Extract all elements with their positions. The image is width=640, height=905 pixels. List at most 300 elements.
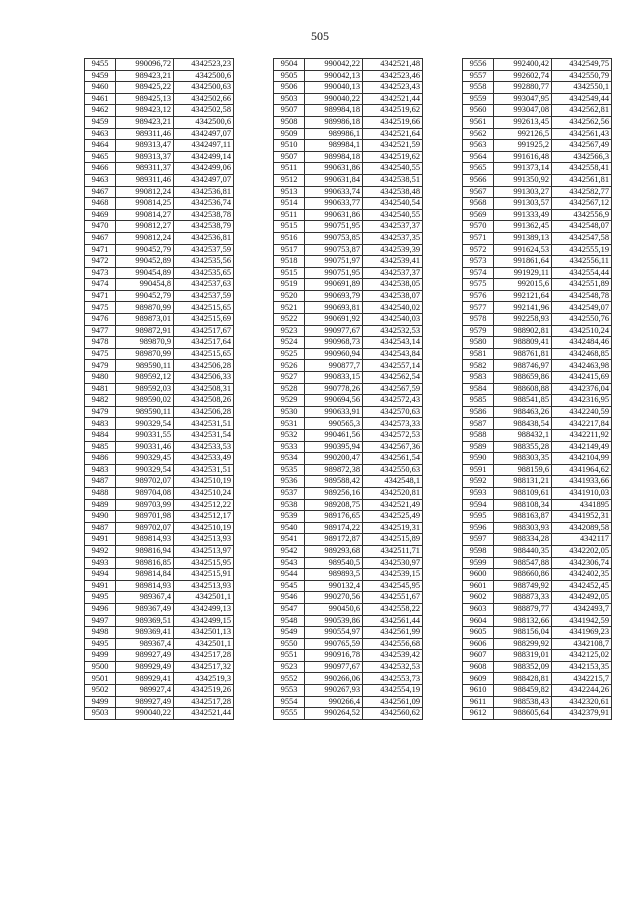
x-coordinate-cell: 989814,93	[116, 534, 174, 546]
y-coordinate-cell: 4342556,9	[552, 209, 612, 221]
point-id-cell: 9465	[85, 151, 116, 163]
y-coordinate-cell: 4342525,49	[363, 511, 423, 523]
table-row	[85, 603, 234, 615]
y-coordinate-cell: 4342501,13	[174, 627, 234, 639]
y-coordinate-cell: 4342517,67	[174, 325, 234, 337]
y-coordinate-cell: 4342515,69	[174, 314, 234, 326]
point-id-cell: 9568	[463, 198, 494, 210]
point-id-cell: 9497	[85, 615, 116, 627]
y-coordinate-cell: 4341895	[552, 499, 612, 511]
point-id-cell: 9482	[85, 395, 116, 407]
point-id-cell: 9519	[274, 279, 305, 291]
y-coordinate-cell: 4342320,61	[552, 696, 612, 708]
y-coordinate-cell: 4342468,85	[552, 348, 612, 360]
x-coordinate-cell: 990040,22	[116, 708, 174, 720]
x-coordinate-cell: 991303,27	[494, 186, 552, 198]
x-coordinate-cell: 989704,08	[116, 487, 174, 499]
point-id-cell: 9579	[463, 325, 494, 337]
x-coordinate-cell: 989313,47	[116, 140, 174, 152]
point-id-cell: 9588	[463, 430, 494, 442]
y-coordinate-cell: 4342149,49	[552, 441, 612, 453]
x-coordinate-cell: 991389,13	[494, 232, 552, 244]
table-row	[274, 464, 423, 476]
y-coordinate-cell: 4341964,62	[552, 464, 612, 476]
y-coordinate-cell: 4342108,7	[552, 638, 612, 650]
x-coordinate-cell: 989592,03	[116, 383, 174, 395]
table-row	[463, 650, 612, 662]
table-row	[85, 661, 234, 673]
x-coordinate-cell: 990814,25	[116, 198, 174, 210]
table-row	[274, 116, 423, 128]
y-coordinate-cell: 4342538,79	[174, 221, 234, 233]
y-coordinate-cell: 4342539,15	[363, 569, 423, 581]
point-id-cell: 9532	[274, 430, 305, 442]
point-id-cell: 9491	[85, 534, 116, 546]
point-id-cell: 9556	[463, 59, 494, 71]
table-row	[274, 186, 423, 198]
table-row	[85, 418, 234, 430]
y-coordinate-cell: 4342501,1	[174, 592, 234, 604]
x-coordinate-cell: 989313,37	[116, 151, 174, 163]
x-coordinate-cell: 992141,96	[494, 302, 552, 314]
y-coordinate-cell: 4341910,03	[552, 487, 612, 499]
y-coordinate-cell: 4342562,56	[552, 116, 612, 128]
y-coordinate-cell: 4342517,64	[174, 337, 234, 349]
x-coordinate-cell: 989423,21	[116, 116, 174, 128]
y-coordinate-cell: 4342561,09	[363, 696, 423, 708]
x-coordinate-cell: 990631,84	[305, 174, 363, 186]
table-row	[274, 174, 423, 186]
y-coordinate-cell: 4342540,02	[363, 302, 423, 314]
y-coordinate-cell: 4342572,43	[363, 395, 423, 407]
point-id-cell: 9475	[85, 302, 116, 314]
point-id-cell: 9467	[85, 232, 116, 244]
x-coordinate-cell: 989814,93	[116, 580, 174, 592]
y-coordinate-cell: 4342515,91	[174, 569, 234, 581]
x-coordinate-cell: 990751,95	[305, 267, 363, 279]
x-coordinate-cell: 990331,46	[116, 441, 174, 453]
point-id-cell: 9513	[274, 186, 305, 198]
point-id-cell: 9518	[274, 256, 305, 268]
point-id-cell: 9540	[274, 522, 305, 534]
x-coordinate-cell: 989929,41	[116, 673, 174, 685]
point-id-cell: 9549	[274, 627, 305, 639]
point-id-cell: 9515	[274, 267, 305, 279]
y-coordinate-cell: 4342553,73	[363, 673, 423, 685]
point-id-cell: 9523	[274, 661, 305, 673]
y-coordinate-cell: 4342543,84	[363, 348, 423, 360]
y-coordinate-cell: 4342215,7	[552, 673, 612, 685]
point-id-cell: 9507	[274, 151, 305, 163]
point-id-cell: 9610	[463, 685, 494, 697]
point-id-cell: 9594	[463, 499, 494, 511]
x-coordinate-cell: 991861,64	[494, 256, 552, 268]
y-coordinate-cell: 4342513,97	[174, 545, 234, 557]
table-row	[274, 232, 423, 244]
point-id-cell: 9544	[274, 569, 305, 581]
y-coordinate-cell: 4342566,3	[552, 151, 612, 163]
y-coordinate-cell: 4342513,93	[174, 534, 234, 546]
point-id-cell: 9471	[85, 244, 116, 256]
x-coordinate-cell: 990096,72	[116, 59, 174, 71]
table-row	[274, 476, 423, 488]
point-id-cell: 9499	[85, 650, 116, 662]
table-row	[85, 372, 234, 384]
point-id-cell: 9611	[463, 696, 494, 708]
y-coordinate-cell: 4342549,07	[552, 302, 612, 314]
x-coordinate-cell: 988459,82	[494, 685, 552, 697]
x-coordinate-cell: 988131,21	[494, 476, 552, 488]
table-row	[463, 360, 612, 372]
y-coordinate-cell: 4342117	[552, 534, 612, 546]
y-coordinate-cell: 4342523,43	[363, 82, 423, 94]
x-coordinate-cell: 991333,49	[494, 209, 552, 221]
x-coordinate-cell: 988440,35	[494, 545, 552, 557]
table-row	[85, 93, 234, 105]
point-id-cell: 9605	[463, 627, 494, 639]
x-coordinate-cell: 989423,21	[116, 70, 174, 82]
table-row	[85, 244, 234, 256]
point-id-cell: 9511	[274, 163, 305, 175]
x-coordinate-cell: 989816,94	[116, 545, 174, 557]
x-coordinate-cell: 990264,52	[305, 708, 363, 720]
x-coordinate-cell: 989256,16	[305, 487, 363, 499]
point-id-cell: 9601	[463, 580, 494, 592]
x-coordinate-cell: 990751,95	[305, 221, 363, 233]
y-coordinate-cell: 4342521,64	[363, 128, 423, 140]
table-row	[274, 430, 423, 442]
table-row	[85, 82, 234, 94]
table-row	[274, 395, 423, 407]
y-coordinate-cell: 4342376,04	[552, 383, 612, 395]
x-coordinate-cell: 989814,84	[116, 569, 174, 581]
table-row	[274, 279, 423, 291]
y-coordinate-cell: 4342217,84	[552, 418, 612, 430]
y-coordinate-cell: 4342540,55	[363, 163, 423, 175]
table-row	[463, 337, 612, 349]
x-coordinate-cell: 990040,22	[305, 93, 363, 105]
x-coordinate-cell: 988303,35	[494, 453, 552, 465]
point-id-cell: 9596	[463, 522, 494, 534]
point-id-cell: 9536	[274, 476, 305, 488]
y-coordinate-cell: 4342556,11	[552, 256, 612, 268]
x-coordinate-cell: 990753,85	[305, 232, 363, 244]
y-coordinate-cell: 4342506,33	[174, 372, 234, 384]
table-row	[274, 406, 423, 418]
y-coordinate-cell: 4342537,59	[174, 244, 234, 256]
y-coordinate-cell: 4342497,11	[174, 140, 234, 152]
y-coordinate-cell: 4342537,37	[363, 221, 423, 233]
x-coordinate-cell: 989208,75	[305, 499, 363, 511]
y-coordinate-cell: 4342540,54	[363, 198, 423, 210]
point-id-cell: 9585	[463, 395, 494, 407]
table-row	[85, 499, 234, 511]
table-row	[85, 59, 234, 71]
y-coordinate-cell: 4342519,3	[174, 673, 234, 685]
point-id-cell: 9609	[463, 673, 494, 685]
table-row	[274, 418, 423, 430]
point-id-cell: 9487	[85, 522, 116, 534]
y-coordinate-cell: 4342540,55	[363, 209, 423, 221]
table-row	[85, 673, 234, 685]
point-id-cell: 9503	[85, 708, 116, 720]
table-row	[463, 128, 612, 140]
x-coordinate-cell: 990539,86	[305, 615, 363, 627]
x-coordinate-cell: 989984,18	[305, 105, 363, 117]
x-coordinate-cell: 988463,26	[494, 406, 552, 418]
table-row	[85, 209, 234, 221]
y-coordinate-cell: 4342316,95	[552, 395, 612, 407]
point-id-cell: 9498	[85, 627, 116, 639]
point-id-cell: 9587	[463, 418, 494, 430]
table-row	[85, 476, 234, 488]
table-row	[85, 441, 234, 453]
point-id-cell: 9503	[274, 93, 305, 105]
table-row	[85, 325, 234, 337]
x-coordinate-cell: 989929,49	[116, 661, 174, 673]
y-coordinate-cell: 4342510,19	[174, 476, 234, 488]
x-coordinate-cell: 988163,87	[494, 511, 552, 523]
x-coordinate-cell: 989311,46	[116, 174, 174, 186]
y-coordinate-cell: 4342523,23	[174, 59, 234, 71]
y-coordinate-cell: 4342519,62	[363, 105, 423, 117]
y-coordinate-cell: 4342572,53	[363, 430, 423, 442]
y-coordinate-cell: 4342500,6	[174, 116, 234, 128]
y-coordinate-cell: 4342550,63	[363, 464, 423, 476]
point-id-cell: 9508	[274, 116, 305, 128]
x-coordinate-cell: 989816,85	[116, 557, 174, 569]
x-coordinate-cell: 992126,5	[494, 128, 552, 140]
x-coordinate-cell: 990132,4	[305, 580, 363, 592]
x-coordinate-cell: 992880,77	[494, 82, 552, 94]
y-coordinate-cell: 4342543,14	[363, 337, 423, 349]
point-id-cell: 9471	[85, 290, 116, 302]
y-coordinate-cell: 4342547,58	[552, 232, 612, 244]
table-row	[85, 105, 234, 117]
y-coordinate-cell: 4342499,14	[174, 151, 234, 163]
table-row	[463, 314, 612, 326]
x-coordinate-cell: 988352,09	[494, 661, 552, 673]
x-coordinate-cell: 990693,79	[305, 290, 363, 302]
point-id-cell: 9581	[463, 348, 494, 360]
x-coordinate-cell: 988746,97	[494, 360, 552, 372]
point-id-cell: 9476	[85, 314, 116, 326]
point-id-cell: 9541	[274, 534, 305, 546]
y-coordinate-cell: 4342556,68	[363, 638, 423, 650]
table-row	[85, 511, 234, 523]
table-row	[463, 592, 612, 604]
table-row	[463, 708, 612, 720]
x-coordinate-cell: 990812,27	[116, 221, 174, 233]
x-coordinate-cell: 990877,7	[305, 360, 363, 372]
table-row	[463, 661, 612, 673]
x-coordinate-cell: 990960,94	[305, 348, 363, 360]
point-id-cell: 9485	[85, 441, 116, 453]
point-id-cell: 9499	[85, 696, 116, 708]
y-coordinate-cell: 4342530,97	[363, 557, 423, 569]
x-coordinate-cell: 990266,4	[305, 696, 363, 708]
table-row	[463, 93, 612, 105]
table-row	[463, 638, 612, 650]
y-coordinate-cell: 4342452,45	[552, 580, 612, 592]
x-coordinate-cell: 988299,92	[494, 638, 552, 650]
table-row	[274, 487, 423, 499]
table-row	[274, 638, 423, 650]
point-id-cell: 9488	[85, 487, 116, 499]
table-row	[274, 499, 423, 511]
table-row	[463, 244, 612, 256]
table-row	[274, 70, 423, 82]
y-coordinate-cell: 4342508,26	[174, 395, 234, 407]
y-coordinate-cell: 4342512,17	[174, 511, 234, 523]
table-row	[274, 93, 423, 105]
y-coordinate-cell: 4342554,44	[552, 267, 612, 279]
y-coordinate-cell: 4342104,99	[552, 453, 612, 465]
y-coordinate-cell: 4342512,22	[174, 499, 234, 511]
point-id-cell: 9462	[85, 105, 116, 117]
x-coordinate-cell: 992015,6	[494, 279, 552, 291]
point-id-cell: 9591	[463, 464, 494, 476]
table-row	[463, 163, 612, 175]
point-id-cell: 9474	[85, 279, 116, 291]
point-id-cell: 9493	[85, 557, 116, 569]
table-row	[463, 476, 612, 488]
table-row	[463, 406, 612, 418]
y-coordinate-cell: 4342517,28	[174, 696, 234, 708]
table-row	[85, 163, 234, 175]
y-coordinate-cell: 4342515,65	[174, 348, 234, 360]
y-coordinate-cell: 4342521,44	[363, 93, 423, 105]
x-coordinate-cell: 990694,56	[305, 395, 363, 407]
x-coordinate-cell: 990452,79	[116, 244, 174, 256]
x-coordinate-cell: 988108,34	[494, 499, 552, 511]
point-id-cell: 9483	[85, 464, 116, 476]
table-row	[85, 650, 234, 662]
y-coordinate-cell: 4342517,28	[174, 650, 234, 662]
y-coordinate-cell: 4342531,51	[174, 464, 234, 476]
point-id-cell: 9550	[274, 638, 305, 650]
table-row	[274, 441, 423, 453]
table-row	[274, 360, 423, 372]
x-coordinate-cell: 989367,4	[116, 592, 174, 604]
table-row	[463, 209, 612, 221]
x-coordinate-cell: 988749,92	[494, 580, 552, 592]
table-row	[85, 128, 234, 140]
x-coordinate-cell: 991616,48	[494, 151, 552, 163]
x-coordinate-cell: 990631,86	[305, 209, 363, 221]
table-row	[274, 453, 423, 465]
x-coordinate-cell: 988438,54	[494, 418, 552, 430]
y-coordinate-cell: 4342538,48	[363, 186, 423, 198]
y-coordinate-cell: 4342536,81	[174, 186, 234, 198]
y-coordinate-cell: 4342492,05	[552, 592, 612, 604]
point-id-cell: 9599	[463, 557, 494, 569]
y-coordinate-cell: 4342519,62	[363, 151, 423, 163]
table-row	[463, 580, 612, 592]
table-row	[274, 337, 423, 349]
x-coordinate-cell: 990916,78	[305, 650, 363, 662]
table-row	[274, 198, 423, 210]
point-id-cell: 9512	[274, 174, 305, 186]
point-id-cell: 9604	[463, 615, 494, 627]
y-coordinate-cell: 4342550,79	[552, 70, 612, 82]
table-row	[85, 186, 234, 198]
x-coordinate-cell: 988538,43	[494, 696, 552, 708]
x-coordinate-cell: 989986,18	[305, 116, 363, 128]
y-coordinate-cell: 4342508,31	[174, 383, 234, 395]
x-coordinate-cell: 988660,86	[494, 569, 552, 581]
table-row	[274, 603, 423, 615]
y-coordinate-cell: 4342463,98	[552, 360, 612, 372]
point-id-cell: 9557	[463, 70, 494, 82]
y-coordinate-cell: 4342521,48	[363, 59, 423, 71]
point-id-cell: 9487	[85, 476, 116, 488]
y-coordinate-cell: 4342499,15	[174, 615, 234, 627]
y-coordinate-cell: 4342539,42	[363, 650, 423, 662]
table-row	[85, 151, 234, 163]
point-id-cell: 9580	[463, 337, 494, 349]
point-id-cell: 9461	[85, 93, 116, 105]
table-row	[85, 383, 234, 395]
x-coordinate-cell: 989176,65	[305, 511, 363, 523]
x-coordinate-cell: 989872,38	[305, 464, 363, 476]
table-row	[463, 685, 612, 697]
x-coordinate-cell: 989702,07	[116, 476, 174, 488]
point-id-cell: 9612	[463, 708, 494, 720]
point-id-cell: 9483	[85, 418, 116, 430]
table-row	[274, 256, 423, 268]
x-coordinate-cell: 990452,79	[116, 290, 174, 302]
x-coordinate-cell: 990977,67	[305, 661, 363, 673]
x-coordinate-cell: 989311,37	[116, 163, 174, 175]
y-coordinate-cell: 4342519,66	[363, 116, 423, 128]
table-row	[463, 673, 612, 685]
y-coordinate-cell: 4342549,44	[552, 93, 612, 105]
table-row	[274, 221, 423, 233]
table-row	[463, 232, 612, 244]
table-row	[463, 198, 612, 210]
table-row	[85, 267, 234, 279]
y-coordinate-cell: 4341952,31	[552, 511, 612, 523]
y-coordinate-cell: 4342519,26	[174, 685, 234, 697]
point-id-cell: 9515	[274, 221, 305, 233]
y-coordinate-cell: 4342125,02	[552, 650, 612, 662]
x-coordinate-cell: 991362,45	[494, 221, 552, 233]
table-row	[274, 151, 423, 163]
y-coordinate-cell: 4342502,66	[174, 93, 234, 105]
table-row	[274, 522, 423, 534]
coordinates-table-1	[84, 58, 234, 720]
y-coordinate-cell: 4342506,28	[174, 360, 234, 372]
x-coordinate-cell: 989367,49	[116, 603, 174, 615]
y-coordinate-cell: 4342548,78	[552, 290, 612, 302]
y-coordinate-cell: 4342244,26	[552, 685, 612, 697]
y-coordinate-cell: 4342497,07	[174, 174, 234, 186]
table-row	[463, 221, 612, 233]
point-id-cell: 9466	[85, 163, 116, 175]
point-id-cell: 9514	[274, 198, 305, 210]
y-coordinate-cell: 4342550,1	[552, 82, 612, 94]
y-coordinate-cell: 4342540,03	[363, 314, 423, 326]
y-coordinate-cell: 4342554,19	[363, 685, 423, 697]
x-coordinate-cell: 989588,42	[305, 476, 363, 488]
table-row	[85, 615, 234, 627]
y-coordinate-cell: 4342538,78	[174, 209, 234, 221]
table-row	[274, 372, 423, 384]
table-row	[274, 569, 423, 581]
table-row	[85, 395, 234, 407]
x-coordinate-cell: 990331,55	[116, 430, 174, 442]
